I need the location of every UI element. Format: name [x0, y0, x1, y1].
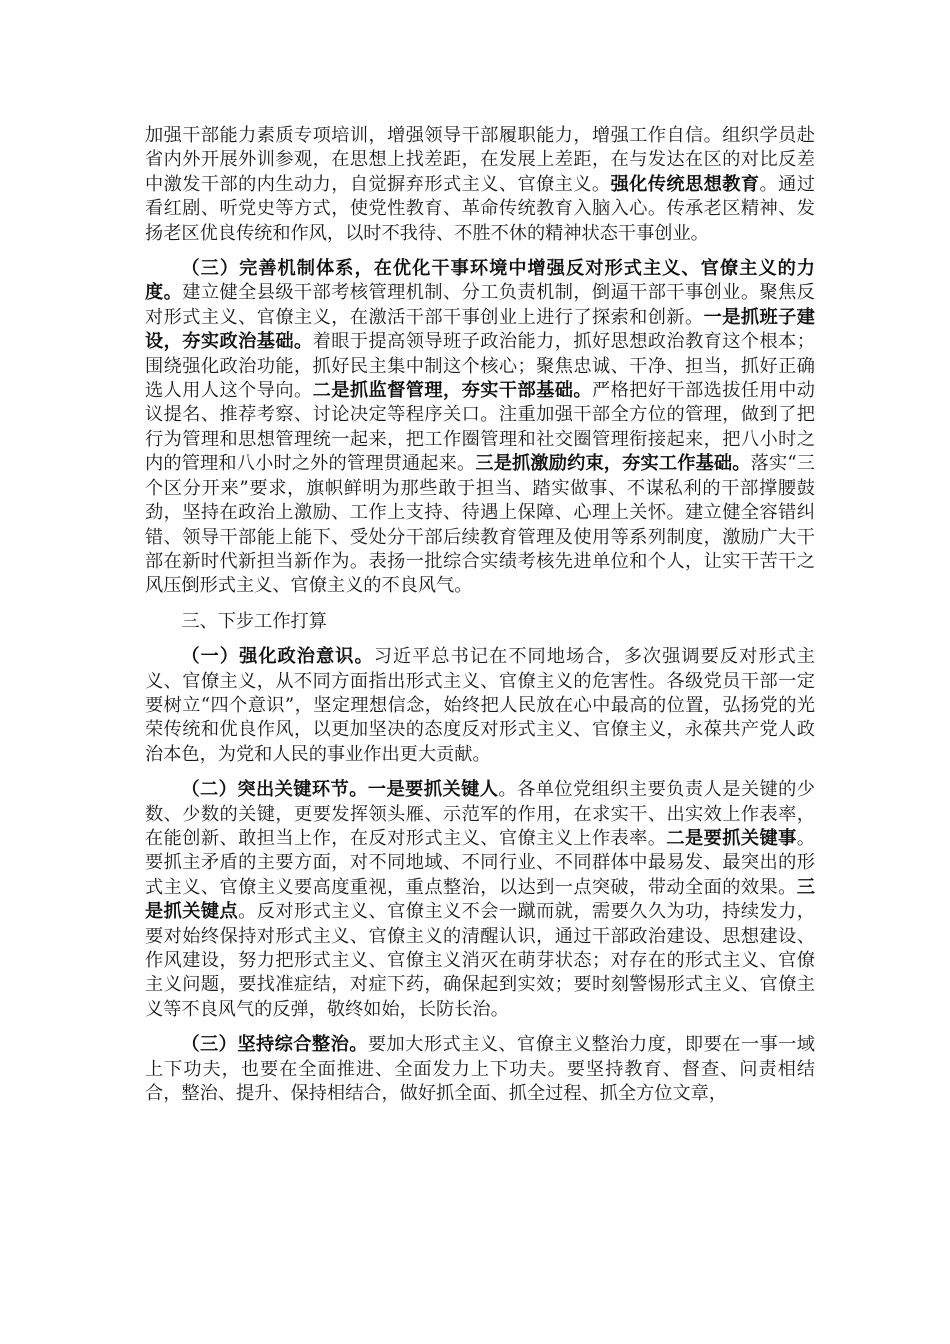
text-run: 。通过看红剧、听党史等方式，使党性教育、革命传统教育入脑入心。传承老区精神、发扬老区优良传统和作风，以时不我待、不胜不休的精神状态干事创业。 — [145, 173, 815, 244]
text-run: 加强干部能力素质专项培训，增强领导干部履职能力，增强工作自信。组织学员赴省内外开展外训参观，在思想上找差距，在发展上差距，在与发达在区的对比反差中激发干部的内生动力，自觉摒弃形式主义、官僚主义。 — [145, 125, 815, 195]
paragraph-training — [145, 124, 815, 246]
bold-run: 三是抓激励约束，夯实工作基础。 — [475, 453, 751, 475]
document-body — [145, 124, 815, 1117]
paragraph-political-awareness — [145, 645, 815, 767]
bold-run: 强化传统思想教育 — [610, 173, 760, 195]
paragraph-mechanism — [145, 257, 815, 599]
section-heading: 三、下步工作打算 — [181, 610, 327, 632]
text-run: 着眼于提高领导班子政治能力，抓好思想政治教育这个根本；围绕强化政治功能，抓好民主集中制这个核心；聚焦忠诚、干净、担当，抓好正确选人用人这个导向。 — [145, 331, 815, 402]
bold-run: （三）完善机制体系，在优化干事环境中增强反对形式主义、官僚主义的力度。 — [145, 258, 815, 304]
bold-run: （二）突出关键环节。一是要抓关键人 — [181, 779, 499, 801]
text-run: 落实“三个区分开来”要求，旗帜鲜明为那些敢于担当、踏实做事、不谋私利的干部撑腰鼓劲，坚持在政治上激励、工作上支持、待遇上保障、心理上关怀。建立健全容错纠错、领导干部能上能下、受处分干部后续教育管理及使用等系列制度，激励广大干部在新时代新担当新作为。表扬一批综合实绩考核先进单位和个人，让实干苦干之风压倒形式主义、官僚主义的不良风气。 — [145, 453, 815, 597]
text-run: 。要抓主矛盾的主要方面，对不同地域、不同行业、不同群体中最易发、最突出的形式主义、官僚主义要高度重视，重点整治，以达到一点突破，带动全面的效果。 — [145, 827, 815, 898]
text-run: 。反对形式主义、官僚主义不会一蹴而就，需要久久为功，持续发力，要对始终保持对形式主义、官僚主义的清醒认识，通过干部政治建设、思想建设、作风建设，努力把形式主义、官僚主义消灭在萌芽状态；对存在的形式主义、官僚主义问题，要找准症结，对症下药，确保起到实效；要时刻警惕形式主义、官僚主义等不良风气的反弹，敬终如始，长防长治。 — [145, 901, 815, 1020]
paragraph-key-links — [145, 778, 815, 1022]
text-run: 严格把好干部选拔任用中动议提名、推荐考察、讨论决定等程序关口。注重加强干部全方位的管理，做到了把行为管理和思想管理统一起来，把工作圈管理和社交圈管理衔接起来，把八小时之内的管理和八小时之外的管理贯通起来。 — [145, 380, 815, 475]
bold-run: （一）强化政治意识。 — [181, 646, 374, 668]
text-run: 。各单位党组织主要负责人是关键的少数、少数的关键，更要发挥领头雁、示范军的作用，在求实干、出实效上作表率，在能创新、敢担当上作，在反对形式主义、官僚主义上作表率。 — [145, 779, 815, 849]
bold-run: 二是要抓关键事 — [666, 827, 797, 849]
paragraph-comprehensive-rectification — [145, 1033, 815, 1106]
text-run: 要加大形式主义、官僚主义整治力度，即要在一事一域上下功夫，也要在全面推进、全面发力上下功夫。要坚持教育、督查、问责相结合，整治、提升、保持相结合，做好抓全面、抓全过程、抓全方位文章， — [145, 1034, 815, 1105]
bold-run: 三是抓关键点 — [145, 876, 815, 923]
text-run: 习近平总书记在不同地场合，多次强调要反对形式主义、官僚主义，从不同方面指出形式主义、官僚主义的危害性。各级党员干部一定要树立“四个意识”，坚定理想信念，始终把人民放在心中最高的位置，弘扬党的光荣传统和优良作风，以更加坚决的态度反对形式主义、官僚主义，永葆共产党人政治本色，为党和人民的事业作出更大贡献。 — [145, 646, 815, 765]
bold-run: 二是抓监督管理，夯实干部基础。 — [312, 380, 592, 402]
bold-run: 一是抓班子建设，夯实政治基础。 — [145, 306, 815, 353]
text-run: 建立健全县级干部考核管理机制、分工负责机制，倒逼干部干事创业。聚焦反对形式主义、官僚主义，在激活干部干事创业上进行了探索和创新。 — [145, 282, 815, 328]
bold-run: （三）坚持综合整治。 — [181, 1034, 368, 1056]
